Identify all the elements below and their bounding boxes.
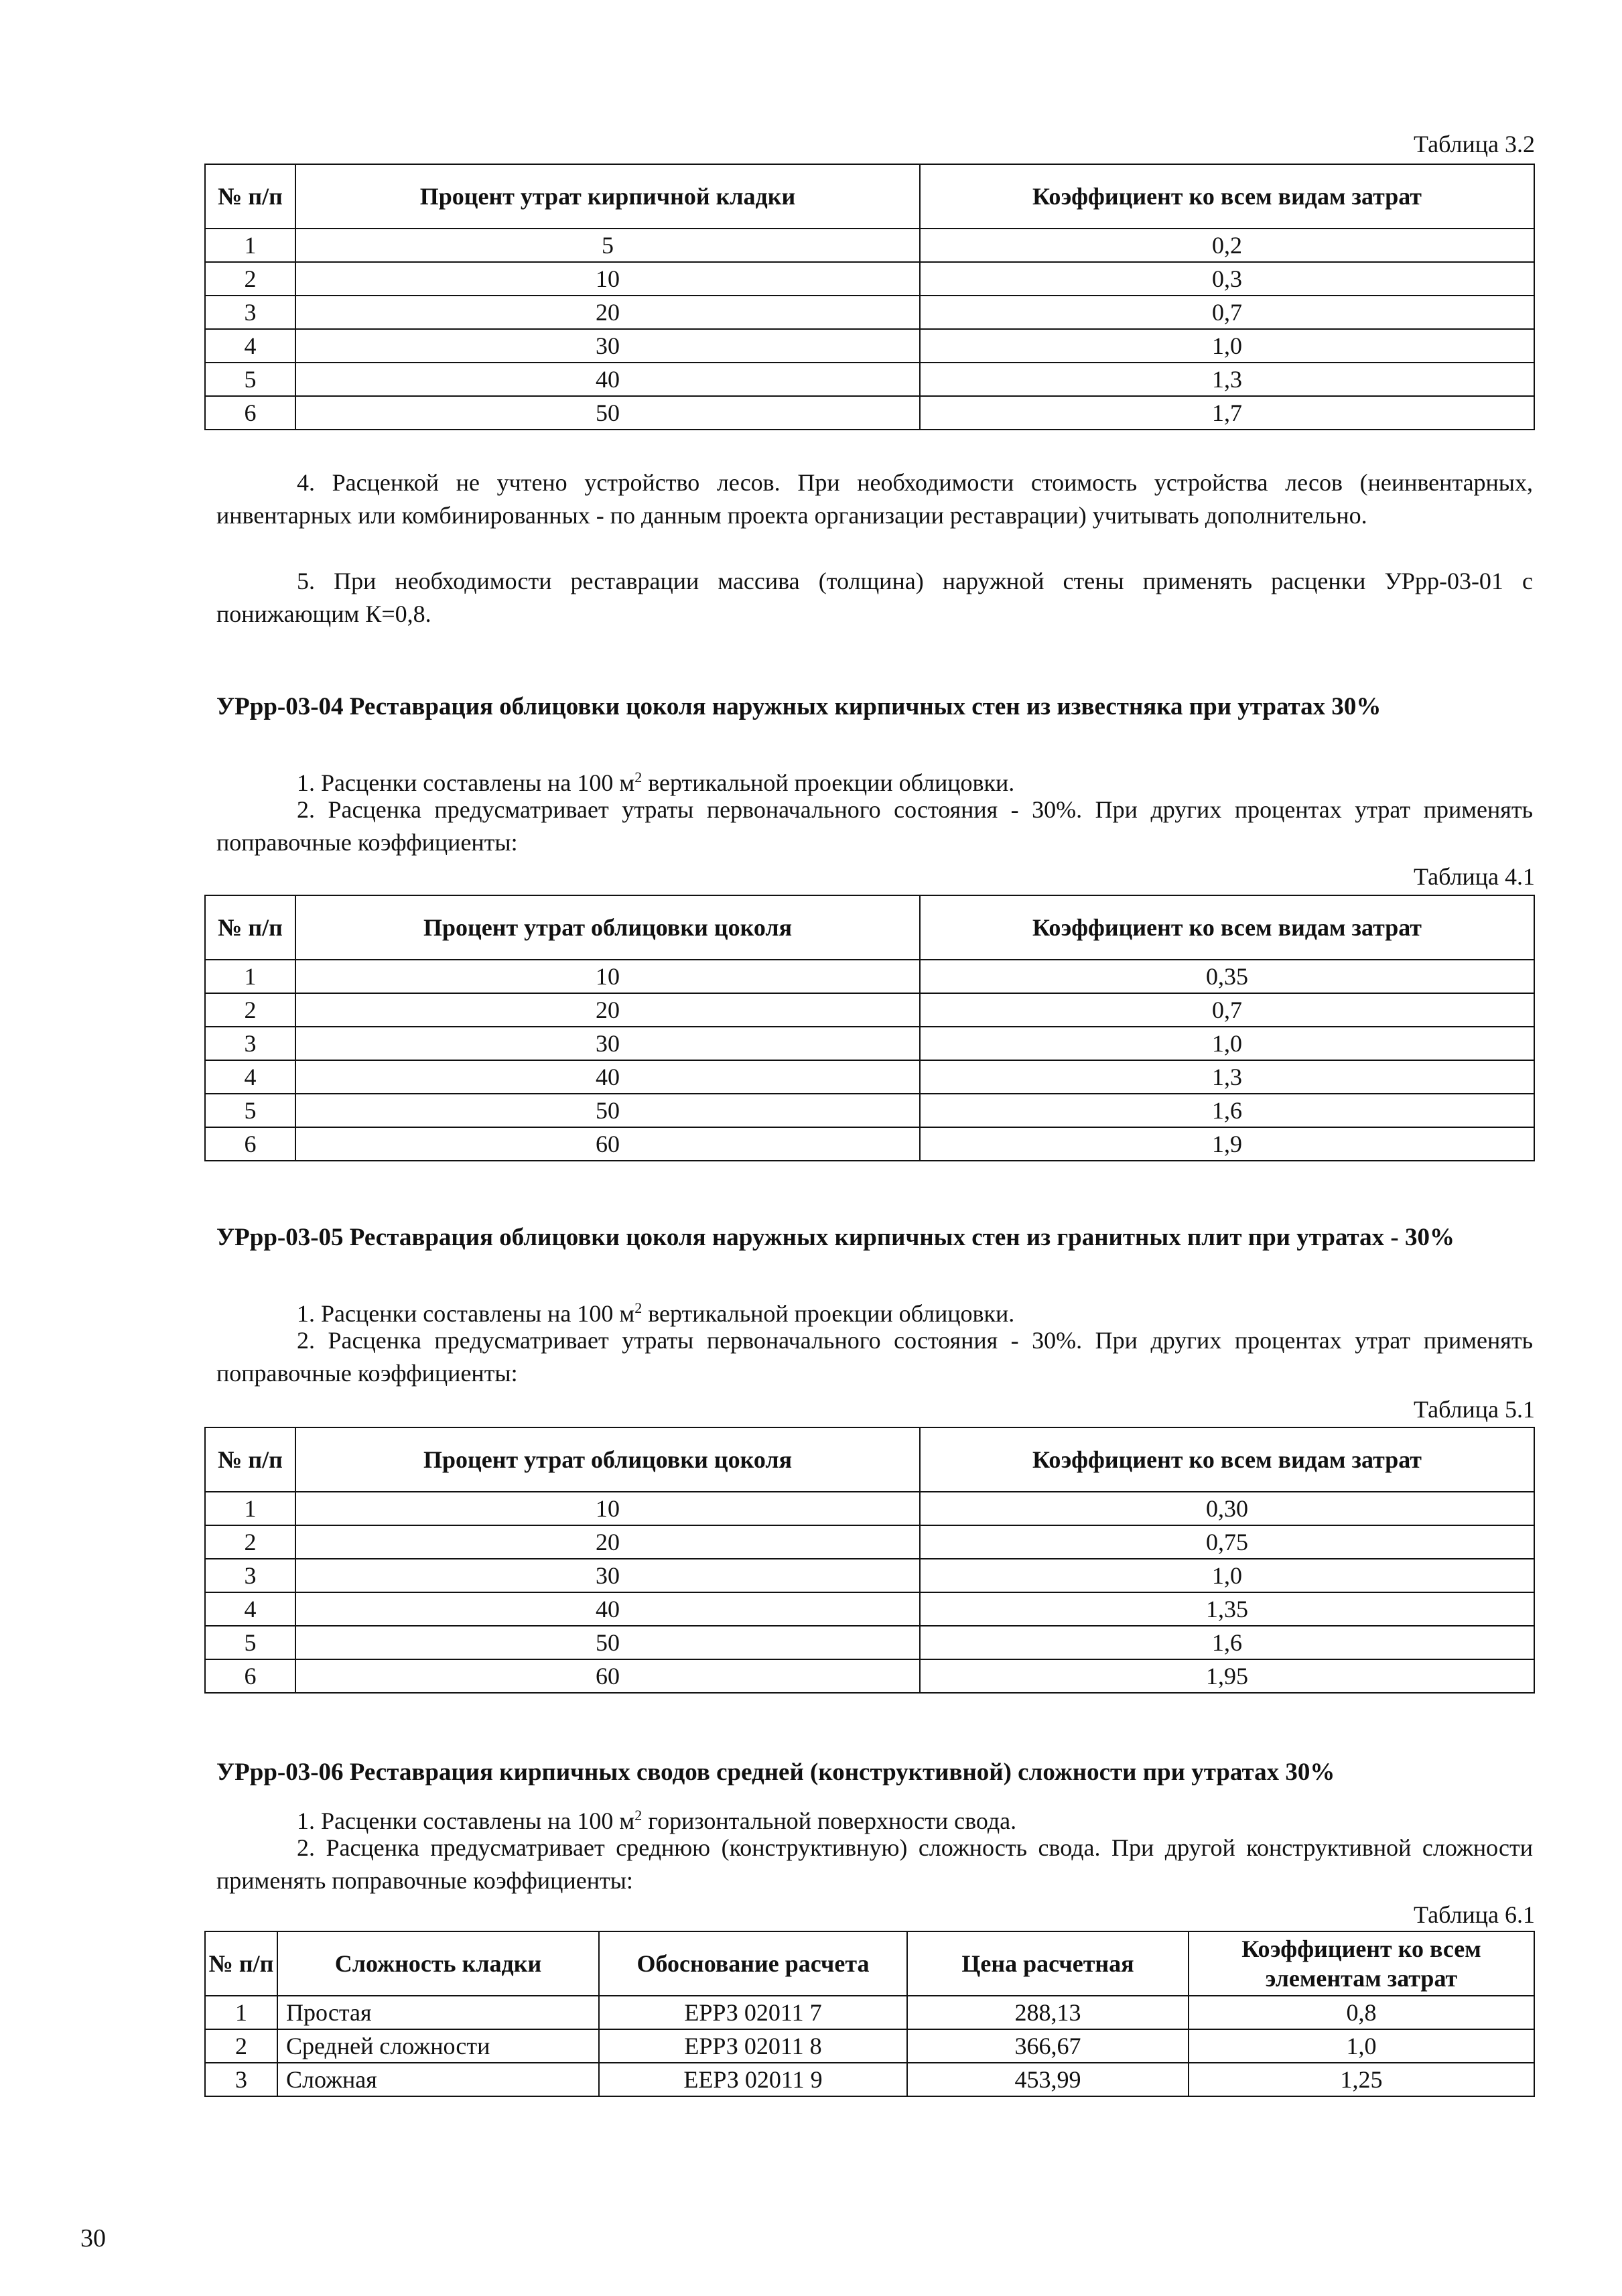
table-cell: ЕРРЗ 02011 8 bbox=[599, 2029, 907, 2063]
sec04-p2: 2. Расценка предусматривает утраты первоначального состояния - 30%. При других процентах утрат применять поправочные коэффициенты: bbox=[216, 796, 1533, 856]
table-5-1 bbox=[204, 1427, 1535, 1694]
sec05-p1: 1. Расценки составлены на 100 $м^2$ вертикальной проекции облицовки. bbox=[297, 1299, 1015, 1327]
table-cell: 1,3 bbox=[920, 1060, 1534, 1094]
table-row bbox=[205, 2029, 1534, 2063]
table-row bbox=[205, 1492, 1534, 1525]
table-cell: 30 bbox=[295, 1027, 920, 1060]
table-cell: 1,25 bbox=[1189, 2063, 1534, 2096]
table-row bbox=[205, 2063, 1534, 2096]
table-cell: 453,99 bbox=[907, 2063, 1189, 2096]
table-header: Коэффициент ко всем видам затрат bbox=[920, 1427, 1534, 1492]
table-header: Коэффициент ко всем видам затрат bbox=[920, 895, 1534, 960]
table-cell: 1,0 bbox=[920, 1027, 1534, 1060]
table-header: Коэффициент ко всем элементам затрат bbox=[1189, 1931, 1534, 1996]
table-header: Коэффициент ко всем видам затрат bbox=[920, 164, 1534, 229]
sec06-p2: 2. Расценка предусматривает среднюю (конструктивную) сложность свода. При другой конструктивной сложности применять поправочные коэффициенты: bbox=[216, 1834, 1533, 1894]
table-6-1 bbox=[204, 1931, 1535, 2097]
table-cell: 5 bbox=[205, 1094, 295, 1127]
table-cell: 30 bbox=[295, 1559, 920, 1592]
table-cell: 4 bbox=[205, 1592, 295, 1626]
table-row bbox=[205, 993, 1534, 1027]
table-cell: 1,0 bbox=[920, 329, 1534, 363]
table-cell: 1,9 bbox=[920, 1127, 1534, 1161]
table-cell: 3 bbox=[205, 296, 295, 329]
table-cell: 0,75 bbox=[920, 1525, 1534, 1559]
table-cell: 4 bbox=[205, 329, 295, 363]
table-row bbox=[205, 1127, 1534, 1161]
table-cell: Простая bbox=[277, 1996, 599, 2029]
table-cell: 20 bbox=[295, 1525, 920, 1559]
table-row bbox=[205, 1659, 1534, 1693]
table-cell: 1 bbox=[205, 1492, 295, 1525]
table-cell: 3 bbox=[205, 1027, 295, 1060]
table-cell: 20 bbox=[295, 296, 920, 329]
table-cell: 1,95 bbox=[920, 1659, 1534, 1693]
table-header: № п/п bbox=[205, 1427, 295, 1492]
table-cell: 5 bbox=[205, 1626, 295, 1659]
sec06-p1: 1. Расценки составлены на 100 $м^2$ горизонтальной поверхности свода. bbox=[297, 1807, 1017, 1834]
table-cell: 50 bbox=[295, 1626, 920, 1659]
table-cell: 0,7 bbox=[920, 993, 1534, 1027]
section-title-03-05: УРрр-03-05 Реставрация облицовки цоколя наружных кирпичных стен из гранитных плит при утратах - 30% bbox=[216, 1224, 1455, 1251]
table-row bbox=[205, 329, 1534, 363]
table-cell: 288,13 bbox=[907, 1996, 1189, 2029]
table-row bbox=[205, 1060, 1534, 1094]
table-cell: 0,7 bbox=[920, 296, 1534, 329]
table-header: Обоснование расчета bbox=[599, 1931, 907, 1996]
table-cell: 50 bbox=[295, 1094, 920, 1127]
table-row bbox=[205, 1094, 1534, 1127]
page-number: 30 bbox=[80, 2224, 106, 2252]
table-row bbox=[205, 1027, 1534, 1060]
table-row bbox=[205, 229, 1534, 262]
table-header: № п/п bbox=[205, 164, 295, 229]
table-cell: 10 bbox=[295, 1492, 920, 1525]
table-cell: 10 bbox=[295, 262, 920, 296]
section-title-03-06: УРрр-03-06 Реставрация кирпичных сводов средней (конструктивной) сложности при утратах 30% bbox=[216, 1759, 1335, 1786]
table-cell: 5 bbox=[295, 229, 920, 262]
table-cell: 1 bbox=[205, 960, 295, 993]
table-cell: 6 bbox=[205, 1659, 295, 1693]
table-cell: 40 bbox=[295, 1592, 920, 1626]
table-cell: 20 bbox=[295, 993, 920, 1027]
table-cell: 50 bbox=[295, 396, 920, 430]
table-cell: 0,8 bbox=[1189, 1996, 1534, 2029]
table-row bbox=[205, 1626, 1534, 1659]
table-header: № п/п bbox=[205, 895, 295, 960]
table-cell: 30 bbox=[295, 329, 920, 363]
table-cell: 1 bbox=[205, 229, 295, 262]
table-cell: ЕЕРЗ 02011 9 bbox=[599, 2063, 907, 2096]
table-header: № п/п bbox=[205, 1931, 277, 1996]
table-3-2-caption: Таблица 3.2 bbox=[1414, 131, 1535, 157]
sec05-p2: 2. Расценка предусматривает утраты первоначального состояния - 30%. При других процентах утрат применять поправочные коэффициенты: bbox=[216, 1327, 1533, 1387]
table-cell: 2 bbox=[205, 993, 295, 1027]
note-5: 5. При необходимости реставрации массива (толщина) наружной стены применять расценки УРрр-03-01 с понижающим К=0,8. bbox=[216, 568, 1533, 627]
table-cell: 0,3 bbox=[920, 262, 1534, 296]
table-row bbox=[205, 1592, 1534, 1626]
table-cell: 40 bbox=[295, 363, 920, 396]
table-header: Цена расчетная bbox=[907, 1931, 1189, 1996]
table-cell: 5 bbox=[205, 363, 295, 396]
table-row bbox=[205, 396, 1534, 430]
table-header: Процент утрат облицовки цоколя bbox=[295, 895, 920, 960]
table-row bbox=[205, 262, 1534, 296]
table-cell: 1 bbox=[205, 1996, 277, 2029]
table-cell: 1,6 bbox=[920, 1094, 1534, 1127]
table-cell: Средней сложности bbox=[277, 2029, 599, 2063]
table-cell: 2 bbox=[205, 262, 295, 296]
table-cell: 60 bbox=[295, 1127, 920, 1161]
table-header: Процент утрат кирпичной кладки bbox=[295, 164, 920, 229]
table-5-1-caption: Таблица 5.1 bbox=[1414, 1396, 1535, 1423]
table-row bbox=[205, 296, 1534, 329]
table-cell: 366,67 bbox=[907, 2029, 1189, 2063]
table-cell: 0,30 bbox=[920, 1492, 1534, 1525]
table-cell: 0,35 bbox=[920, 960, 1534, 993]
table-cell: 1,35 bbox=[920, 1592, 1534, 1626]
sec04-p1: 1. Расценки составлены на 100 $м^2$ вертикальной проекции облицовки. bbox=[297, 769, 1015, 796]
table-cell: Сложная bbox=[277, 2063, 599, 2096]
table-cell: 6 bbox=[205, 1127, 295, 1161]
table-cell: 60 bbox=[295, 1659, 920, 1693]
table-cell: 10 bbox=[295, 960, 920, 993]
table-cell: 4 bbox=[205, 1060, 295, 1094]
section-title-03-04: УРрр-03-04 Реставрация облицовки цоколя наружных кирпичных стен из известняка при утратах 30% bbox=[216, 693, 1381, 720]
table-row bbox=[205, 1559, 1534, 1592]
table-cell: 2 bbox=[205, 1525, 295, 1559]
table-cell: 1,0 bbox=[920, 1559, 1534, 1592]
table-cell: 1,7 bbox=[920, 396, 1534, 430]
table-3-2 bbox=[204, 164, 1535, 430]
table-header: Процент утрат облицовки цоколя bbox=[295, 1427, 920, 1492]
note-4: 4. Расценкой не учтено устройство лесов. При необходимости стоимость устройства лесов (неинвентарных, инвентарных или комбинированных - по данным проекта организации реставрации) учитывать дополнительно. bbox=[216, 469, 1533, 529]
table-cell: ЕРРЗ 02011 7 bbox=[599, 1996, 907, 2029]
table-4-1 bbox=[204, 895, 1535, 1161]
table-cell: 2 bbox=[205, 2029, 277, 2063]
table-row bbox=[205, 960, 1534, 993]
table-cell: 6 bbox=[205, 396, 295, 430]
table-row bbox=[205, 363, 1534, 396]
table-6-1-caption: Таблица 6.1 bbox=[1414, 1901, 1535, 1928]
table-cell: 1,6 bbox=[920, 1626, 1534, 1659]
table-cell: 1,0 bbox=[1189, 2029, 1534, 2063]
table-cell: 40 bbox=[295, 1060, 920, 1094]
table-header: Сложность кладки bbox=[277, 1931, 599, 1996]
table-cell: 1,3 bbox=[920, 363, 1534, 396]
table-cell: 3 bbox=[205, 1559, 295, 1592]
table-cell: 0,2 bbox=[920, 229, 1534, 262]
table-row bbox=[205, 1525, 1534, 1559]
table-row bbox=[205, 1996, 1534, 2029]
table-4-1-caption: Таблица 4.1 bbox=[1414, 863, 1535, 890]
table-cell: 3 bbox=[205, 2063, 277, 2096]
